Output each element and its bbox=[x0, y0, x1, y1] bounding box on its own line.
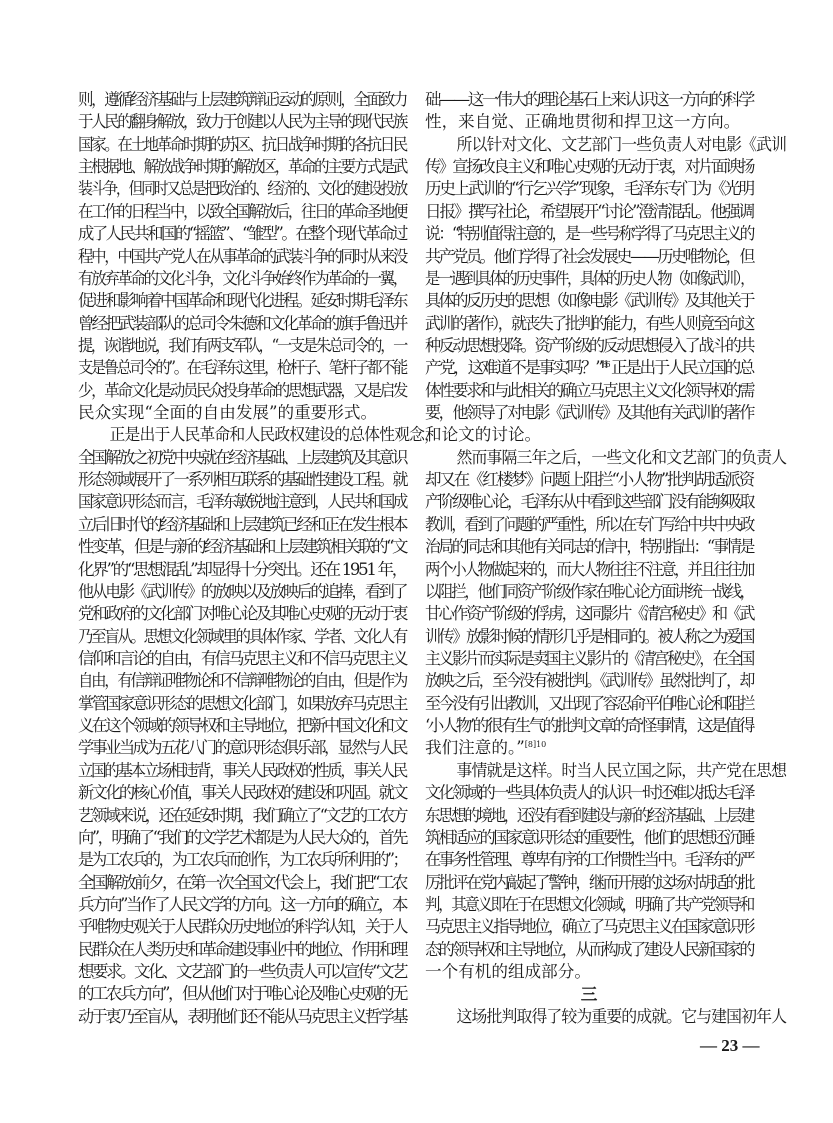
text-line: 提，诙谐地说，我们有两支军队，“一支是朱总司令的，一 bbox=[78, 335, 406, 355]
text-line: 的工农兵方向”，但从他们对于唯心论及唯心史观的无 bbox=[78, 984, 406, 1004]
line-text: 性，来自觉、正确地贯彻和捍卫这一方向。 bbox=[425, 112, 741, 132]
text-line bbox=[425, 424, 753, 446]
text-line: 向”，明确了“我们的文学艺术都是为人民大众的，首先 bbox=[78, 827, 406, 847]
text-line: 立国的基本立场相违背，事关人民政权的性质，事关人民 bbox=[78, 760, 406, 780]
text-line: 民群众在人类历史和革命建设事业中的地位、作用和理 bbox=[78, 939, 406, 959]
text-line: 态的领导权和主导地位，从而构成了建设人民新国家的 bbox=[425, 939, 753, 959]
text-line: 文化领域的一些具体负责人的认识一时还难以抵达毛泽 bbox=[425, 783, 753, 803]
text-line: 全国解放之初党中央就在经济基础、上层建筑及其意识 bbox=[78, 447, 406, 467]
text-line: 主义影片而实际是卖国主义影片的《清宫秘史》，在全国 bbox=[425, 648, 753, 668]
text-line: 掌管国家意识形态的思想文化部门，如果放弃马克思主 bbox=[78, 693, 406, 713]
text-line: 要，他领导了对电影《武训传》及其他有关武训的著作 bbox=[425, 403, 753, 423]
text-line: 化界”的“思想混乱”却显得十分突出。还在 1951 年， bbox=[78, 559, 406, 579]
text-line: 历史上武训的“行乞兴学”现象，毛泽东专门为《光明 bbox=[425, 179, 753, 199]
text-line: 于人民的翻身解放，致力于创建以人民为主导的现代民族 bbox=[78, 112, 406, 132]
line-text: 所以针对文化、文艺部门一些负责人对电影《武训 bbox=[456, 134, 785, 154]
text-line: 两个小人物做起来的，而大人物往往不注意，并且往往加 bbox=[425, 559, 753, 579]
text-line: 乎唯物史观关于人民群众历史地位的科学认知，关于人 bbox=[78, 917, 406, 937]
text-line: 武训的著作），就丧失了批判的能力，有些人则竟至向这 bbox=[425, 313, 753, 333]
text-line: 有放弃革命的文化斗争，文化斗争始终作为革命的一翼， bbox=[78, 268, 406, 288]
text-line: 乃至盲从。思想文化领域里的具体作家、学者、文化人有 bbox=[78, 626, 406, 646]
text-column-right bbox=[425, 89, 785, 1028]
text-line: 教训，看到了问题的严重性，所以在专门写给中共中央政 bbox=[425, 514, 753, 534]
text-line: 成了人民共和国的“摇篮”、“雏型”。在整个现代革命过 bbox=[78, 224, 406, 244]
line-text: 一个有机的组成部分。 bbox=[425, 962, 591, 982]
text-line: 说：“特别值得注意的，是一些号称学得了马克思主义的 bbox=[425, 224, 753, 244]
text-line: 厉批评在党内敲起了警钟，继而开展的这场对胡适的批 bbox=[425, 872, 753, 892]
text-line: 立后旧时代的经济基础和上层建筑已经和正在发生根本 bbox=[78, 514, 406, 534]
text-line bbox=[78, 424, 438, 446]
text-line: 放映之后，至今没有被批判。《武训传》虽然批判了，却 bbox=[425, 671, 753, 691]
text-line bbox=[425, 134, 785, 156]
text-line: 在事务性管理、尊卑有序的工作惯性当中。毛泽东的严 bbox=[425, 850, 753, 870]
line-text: 这场批判取得了较为重要的成就。它与建国初年人 bbox=[456, 1006, 785, 1026]
text-line: 却又在《红楼梦》问题上阻拦“小人物”批判胡适派资 bbox=[425, 470, 753, 490]
text-line: 则，遵循经济基础与上层建筑辩证运动的原则，全面致力 bbox=[78, 90, 406, 109]
text-line: 形态领域展开了一系列相互联系的基础性建设工程。就 bbox=[78, 470, 406, 490]
text-line: 促进和影响着中国革命和现代化进程。延安时期毛泽东 bbox=[78, 291, 406, 311]
text-line: 东思想的境地，还没有看到建设与新的经济基础、上层建 bbox=[425, 805, 753, 825]
citation-reference: [8]6 bbox=[601, 360, 609, 370]
text-line bbox=[425, 1006, 785, 1028]
text-line: 筑相适应的国家意识形态的重要性，他们的思想还沉睡 bbox=[425, 827, 753, 847]
text-line: 具体的反历史的思想（如像电影《武训传》及其他关于 bbox=[425, 291, 753, 311]
page-number: — 23 — bbox=[700, 1036, 760, 1055]
text-line: 是为工农兵的，为工农兵而创作，为工农兵所利用的”； bbox=[78, 850, 406, 870]
text-line: 党和政府的文化部门对唯心论及其唯心史观的无动于衷 bbox=[78, 604, 406, 624]
text-line: ‘小人物’的很有生气的批判文章的奇怪事情，这是值得 bbox=[425, 716, 753, 736]
text-line: 马克思主义指导地位，确立了马克思主义在国家意识形 bbox=[425, 917, 753, 937]
text-line: 新文化的核心价值，事关人民政权的建设和巩固。就文 bbox=[78, 783, 406, 803]
section-heading bbox=[425, 983, 753, 1005]
line-text: 正是出于人民立国的总 bbox=[608, 358, 753, 378]
text-line: 共产党员。他们学得了社会发展史——历史唯物论，但 bbox=[425, 246, 753, 266]
text-line: 少，革命文化是动员民众投身革命的思想武器，又是启发 bbox=[78, 380, 406, 400]
text-line: 动于衷乃至盲从，表明他们还不能从马克思主义哲学基 bbox=[78, 1006, 406, 1026]
text-line: 全国解放前夕，在第一次全国文代会上，我们把“工农 bbox=[78, 872, 406, 892]
text-line: 是一遇到具体的历史事件，具体的历史人物（如像武训）， bbox=[425, 268, 753, 288]
text-line: 国家意识形态而言，毛泽东敏锐地注意到，人民共和国成 bbox=[78, 492, 406, 512]
text-line bbox=[425, 961, 753, 983]
line-text: 产党，这难道不是事实吗？” bbox=[425, 358, 602, 378]
text-line: 主根据地、解放战争时期的解放区，革命的主要方式是武 bbox=[78, 157, 406, 177]
text-line: 信仰和言论的自由，有信马克思主义和不信马克思主义 bbox=[78, 648, 406, 668]
text-line: 性变革，但是与新的经济基础和上层建筑相关联的“文 bbox=[78, 537, 406, 557]
text-line: 支是鲁总司令的”。在毛泽东这里，枪杆子、笔杆子都不能 bbox=[78, 358, 406, 378]
text-line: 兵方向”当作了人民文学的方向。这一方向的确立，本 bbox=[78, 894, 406, 914]
text-line: 判，其意义即在于在思想文化领域，明确了共产党领导和 bbox=[425, 894, 753, 914]
text-line: 学事业当成为五花八门的意识形态俱乐部，显然与人民 bbox=[78, 738, 406, 758]
text-line: 在工作的日程当中，以致全国解放后，往日的革命圣地便 bbox=[78, 201, 406, 221]
line-text: 然而事隔三年之后，一些文化和文艺部门的负责人 bbox=[456, 447, 785, 467]
text-line: 自由，有信辩证唯物论和不信辩唯物论的自由，但是作为 bbox=[78, 671, 406, 691]
text-column-left bbox=[78, 89, 438, 1028]
line-text: 事情就是这样。时当人民立国之际，共产党在思想 bbox=[456, 760, 785, 780]
text-line: 义在这个领域的领导权和主导地位，把新中国文化和文 bbox=[78, 716, 406, 736]
text-line bbox=[425, 357, 753, 379]
text-line bbox=[425, 760, 785, 782]
text-line: 他从电影《武训传》的放映以及放映后的追捧，看到了 bbox=[78, 581, 406, 601]
text-line: 体性要求和与此相关的确立马克思主义文化领导权的需 bbox=[425, 380, 753, 400]
text-line: 础——这一伟大的理论基石上来认识这一方向的科学 bbox=[425, 90, 753, 109]
line-text: 正是出于人民革命和人民政权建设的总体性观念， bbox=[109, 425, 438, 445]
text-line: 至今没有引出教训，又出现了容忍俞平伯唯心论和阻拦 bbox=[425, 693, 753, 713]
citation-reference: [8]10 bbox=[524, 740, 547, 750]
text-line: 日报》撰写社论，希望展开“讨论”澄清混乱。他强调 bbox=[425, 201, 753, 221]
line-text: 三 bbox=[580, 984, 598, 1005]
text-line bbox=[425, 737, 753, 759]
text-line bbox=[78, 402, 406, 424]
text-line: 曾经把武装部队的总司令朱德和文化革命的旗手鲁迅并 bbox=[78, 313, 406, 333]
line-text: 和论文的讨论。 bbox=[425, 425, 542, 445]
line-text: 我们注意的。” bbox=[425, 738, 525, 758]
text-line bbox=[425, 447, 785, 469]
text-line: 装斗争，但同时又总是把政治的、经济的、文化的建设投放 bbox=[78, 179, 406, 199]
line-text: 民众实现“全面的自由发展”的重要形式。 bbox=[78, 403, 378, 423]
text-line: 甘心作资产阶级的俘虏，这同影片《清宫秘史》和《武 bbox=[425, 604, 753, 624]
text-line: 以阻拦，他们同资产阶级作家在唯心论方面讲统一战线， bbox=[425, 581, 753, 601]
text-line bbox=[425, 111, 753, 133]
text-line: 想要求。文化、文艺部门的一些负责人可以宣传“文艺 bbox=[78, 962, 406, 982]
text-line: 训传》放影时候的情形几乎是相同的。被人称之为爱国 bbox=[425, 626, 753, 646]
text-line: 艺领域来说，还在延安时期，我们确立了“文艺的工农方 bbox=[78, 805, 406, 825]
text-line: 传》宣扬改良主义和唯心史观的无动于衷，对片面谀扬 bbox=[425, 157, 753, 177]
text-line: 国家。在土地革命时期的苏区、抗日战争时期的各抗日民 bbox=[78, 134, 406, 154]
text-line: 治局的同志和其他有关同志的信中，特别指出：“事情是 bbox=[425, 537, 753, 557]
text-line: 程中，中国共产党人在从事革命的武装斗争的同时从来没 bbox=[78, 246, 406, 266]
text-line: 产阶级唯心论，毛泽东从中看到这些部门没有能够吸取 bbox=[425, 492, 753, 512]
text-line: 种反动思想投降。资产阶级的反动思想侵入了战斗的共 bbox=[425, 335, 753, 355]
